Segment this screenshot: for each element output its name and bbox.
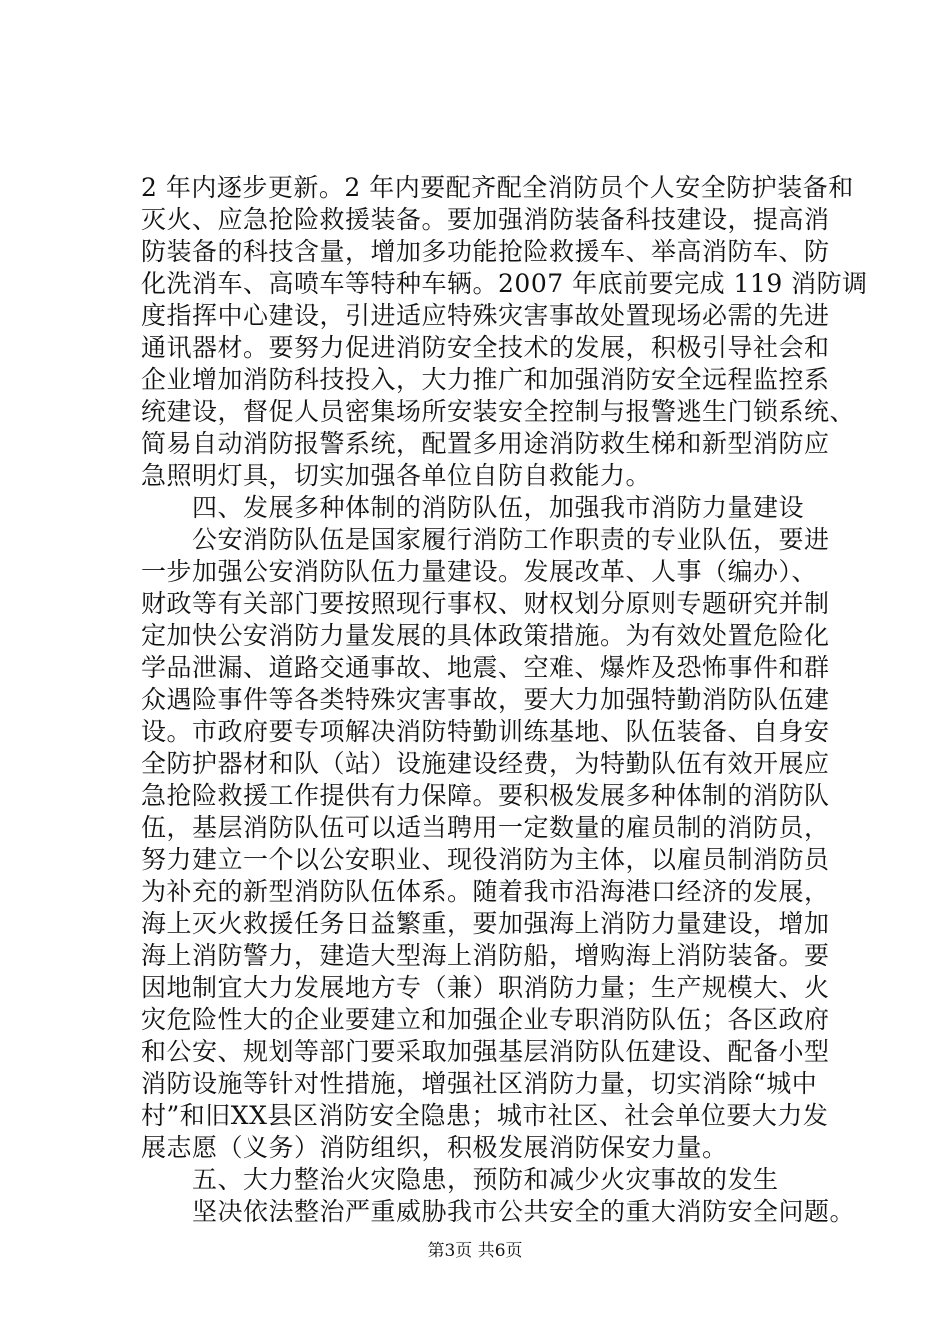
text-line: 全防护器材和队（站）设施建设经费，为特勤队伍有效开展应 xyxy=(141,749,830,778)
text-line: 灭火、应急抢险救援装备。要加强消防装备科技建设，提高消 xyxy=(141,205,830,234)
text-line: 学品泄漏、道路交通事故、地震、空难、爆炸及恐怖事件和群 xyxy=(141,653,830,682)
text-line: 灾危险性大的企业要建立和加强企业专职消防队伍；各区政府 xyxy=(141,1005,830,1034)
text-line: 设。市政府要专项解决消防特勤训练基地、队伍装备、自身安 xyxy=(141,717,830,746)
text-line: 财政等有关部门要按照现行事权、财权划分原则专题研究并制 xyxy=(141,589,830,618)
text-line: 海上灭火救援任务日益繁重，要加强海上消防力量建设，增加 xyxy=(141,909,830,938)
text-line: 村”和旧XX县区消防安全隐患；城市社区、社会单位要大力发 xyxy=(141,1101,829,1130)
text-line: 为补充的新型消防队伍体系。随着我市沿海港口经济的发展， xyxy=(141,877,830,906)
text-line: 展志愿（义务）消防组织，积极发展消防保安力量。 xyxy=(141,1133,728,1162)
section-heading: 四、发展多种体制的消防队伍，加强我市消防力量建设 xyxy=(141,493,805,522)
text-line: 简易自动消防报警系统，配置多用途消防救生梯和新型消防应 xyxy=(141,429,830,458)
text-line: 海上消防警力，建造大型海上消防船，增购海上消防装备。要 xyxy=(141,941,830,970)
text-line: 伍，基层消防队伍可以适当聘用一定数量的雇员制的消防员， xyxy=(141,813,830,842)
text-line: 一步加强公安消防队伍力量建设。发展改革、人事（编办）、 xyxy=(141,557,818,586)
text-line: 通讯器材。要努力促进消防安全技术的发展，积极引导社会和 xyxy=(141,333,830,362)
text-line: 企业增加消防科技投入，大力推广和加强消防安全远程监控系 xyxy=(141,365,830,394)
text-line: 众遇险事件等各类特殊灾害事故，要大力加强特勤消防队伍建 xyxy=(141,685,830,714)
text-line: 消防设施等针对性措施，增强社区消防力量，切实消除“城中 xyxy=(141,1069,818,1098)
text-line: 坚决依法整治严重威胁我市公共安全的重大消防安全问题。 xyxy=(141,1197,856,1226)
text-line: 度指挥中心建设，引进适应特殊灾害事故处置现场必需的先进 xyxy=(141,301,830,330)
text-line: 和公安、规划等部门要采取加强基层消防队伍建设、配备小型 xyxy=(141,1037,830,1066)
document-body xyxy=(141,172,868,1228)
text-line: 统建设，督促人员密集场所安装安全控制与报警逃生门锁系统、 xyxy=(141,397,856,426)
text-line: 2 年内逐步更新。2 年内要配齐配全消防员个人安全防护装备和 xyxy=(141,173,854,202)
text-line: 公安消防队伍是国家履行消防工作职责的专业队伍，要进 xyxy=(141,525,830,554)
section-heading: 五、大力整治火灾隐患，预防和减少火灾事故的发生 xyxy=(141,1165,779,1194)
text-line: 急照明灯具，切实加强各单位自防自救能力。 xyxy=(141,461,652,490)
text-line: 因地制宜大力发展地方专（兼）职消防力量；生产规模大、火 xyxy=(141,973,830,1002)
page-footer xyxy=(0,1240,950,1262)
text-line: 定加快公安消防力量发展的具体政策措施。为有效处置危险化 xyxy=(141,621,830,650)
text-line: 化洗消车、高喷车等特种车辆。2007 年底前要完成 119 消防调 xyxy=(141,269,868,298)
page-number-label: 第3页 共6页 xyxy=(427,1241,523,1261)
text-line: 急抢险救援工作提供有力保障。要积极发展多种体制的消防队 xyxy=(141,781,830,810)
text-line: 防装备的科技含量，增加多功能抢险救援车、举高消防车、防 xyxy=(141,237,830,266)
text-line: 努力建立一个以公安职业、现役消防为主体，以雇员制消防员 xyxy=(141,845,830,874)
